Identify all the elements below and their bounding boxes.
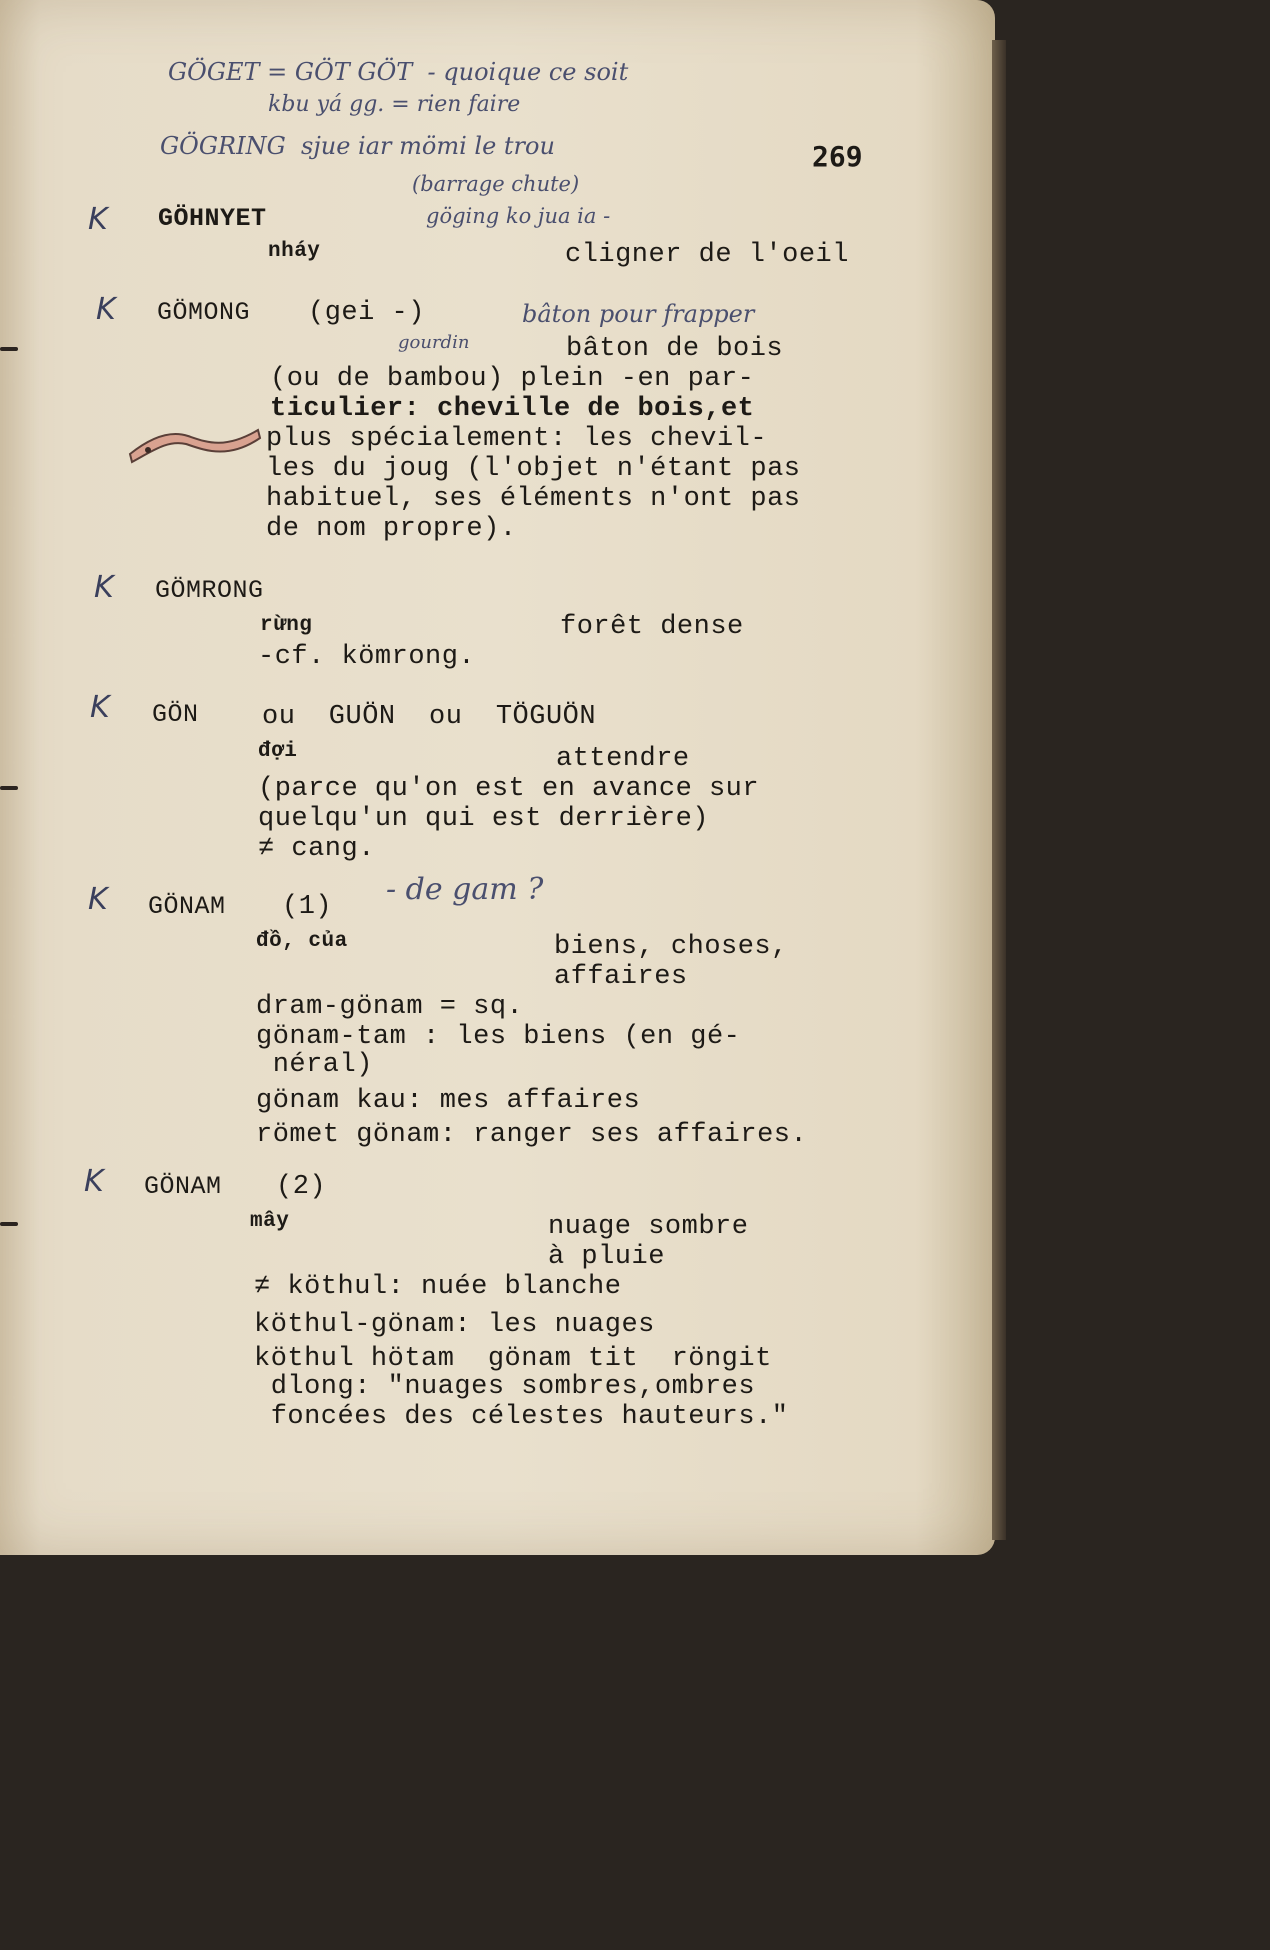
handwritten-note: - de gam ?: [386, 872, 544, 907]
definition-line: köthul hötam gönam tit röngit: [254, 1344, 772, 1374]
headword: GÖNAM: [144, 1172, 222, 1201]
definition-line: dram-gönam = sq.: [256, 992, 524, 1022]
vietnamese-gloss: nháy: [268, 240, 321, 263]
handwritten-note: göging ko jua ia -: [426, 204, 611, 228]
vietnamese-gloss: rừng: [260, 614, 313, 637]
vietnamese-gloss: đồ, của: [256, 930, 348, 953]
french-gloss: attendre: [556, 744, 690, 774]
french-gloss: forêt dense: [560, 612, 744, 642]
definition-line: gönam kau: mes affaires: [256, 1086, 641, 1116]
page-edge: [992, 40, 1006, 1540]
french-gloss: à pluie: [548, 1242, 665, 1272]
headword: GÖHNYET: [158, 204, 267, 233]
headword: GÖNAM: [148, 892, 226, 921]
handwritten-note: GÖGET = GÖT GÖT - quoique ce soit: [168, 58, 629, 86]
headword: GÖMONG: [157, 298, 251, 327]
k-mark: K: [88, 202, 108, 237]
k-mark: K: [90, 690, 110, 725]
french-gloss: affaires: [554, 962, 688, 992]
definition-line: ticulier: cheville de bois,et: [270, 394, 755, 424]
vietnamese-gloss: mây: [250, 1210, 290, 1233]
definition-line: römet gönam: ranger ses affaires.: [256, 1120, 808, 1150]
snake-drawing: [124, 410, 264, 466]
handwritten-note: kbu yá gg. = rien faire: [268, 92, 521, 117]
definition-line: foncées des célestes hauteurs.": [254, 1402, 789, 1432]
binding-hole: [0, 786, 18, 790]
french-gloss: biens, choses,: [554, 932, 788, 962]
page-number: 269: [812, 140, 863, 173]
binding-hole: [0, 347, 18, 351]
binding-hole: [0, 1222, 18, 1226]
headword: GÖN: [152, 700, 199, 729]
definition-line: dlong: "nuages sombres,ombres: [254, 1372, 756, 1402]
sense-number: (2): [276, 1172, 327, 1202]
french-gloss: cligner de l'oeil: [565, 240, 849, 270]
definition-line: bâton de bois: [566, 334, 784, 364]
definition-line: ≠ cang.: [258, 834, 375, 864]
definition-line: (ou de bambou) plein -en par-: [270, 364, 755, 394]
handwritten-note: (barrage chute): [412, 172, 580, 196]
definition-line: quelqu'un qui est derrière): [258, 804, 709, 834]
definition-line: plus spécialement: les chevil-: [266, 424, 768, 454]
sense-number: (1): [282, 892, 333, 922]
entry-note: (gei -): [308, 298, 425, 328]
definition-line: gönam-tam : les biens (en gé-: [256, 1022, 741, 1052]
k-mark: K: [84, 1164, 104, 1199]
french-gloss: nuage sombre: [548, 1212, 749, 1242]
k-mark: K: [96, 292, 116, 327]
handwritten-note: gourdin: [398, 332, 470, 353]
definition-line: ≠ köthul: nuée blanche: [254, 1272, 622, 1302]
definition-line: les du joug (l'objet n'étant pas: [266, 454, 801, 484]
handwritten-note: GÖGRING sjue iar mömi le trou: [160, 132, 555, 160]
definition-line: de nom propre).: [266, 514, 517, 544]
handwritten-note: bâton pour frapper: [522, 300, 755, 328]
definition-line: köthul-gönam: les nuages: [254, 1310, 655, 1340]
variants: ou GUÖN ou TÖGUÖN: [262, 702, 597, 732]
definition-line: -cf. kömrong.: [258, 642, 476, 672]
definition-line: (parce qu'on est en avance sur: [258, 774, 760, 804]
definition-line: habituel, ses éléments n'ont pas: [266, 484, 801, 514]
k-mark: K: [94, 570, 114, 605]
k-mark: K: [88, 882, 108, 917]
definition-line: néral): [256, 1050, 373, 1080]
headword: GÖMRONG: [155, 576, 264, 605]
vietnamese-gloss: đợi: [258, 740, 298, 763]
